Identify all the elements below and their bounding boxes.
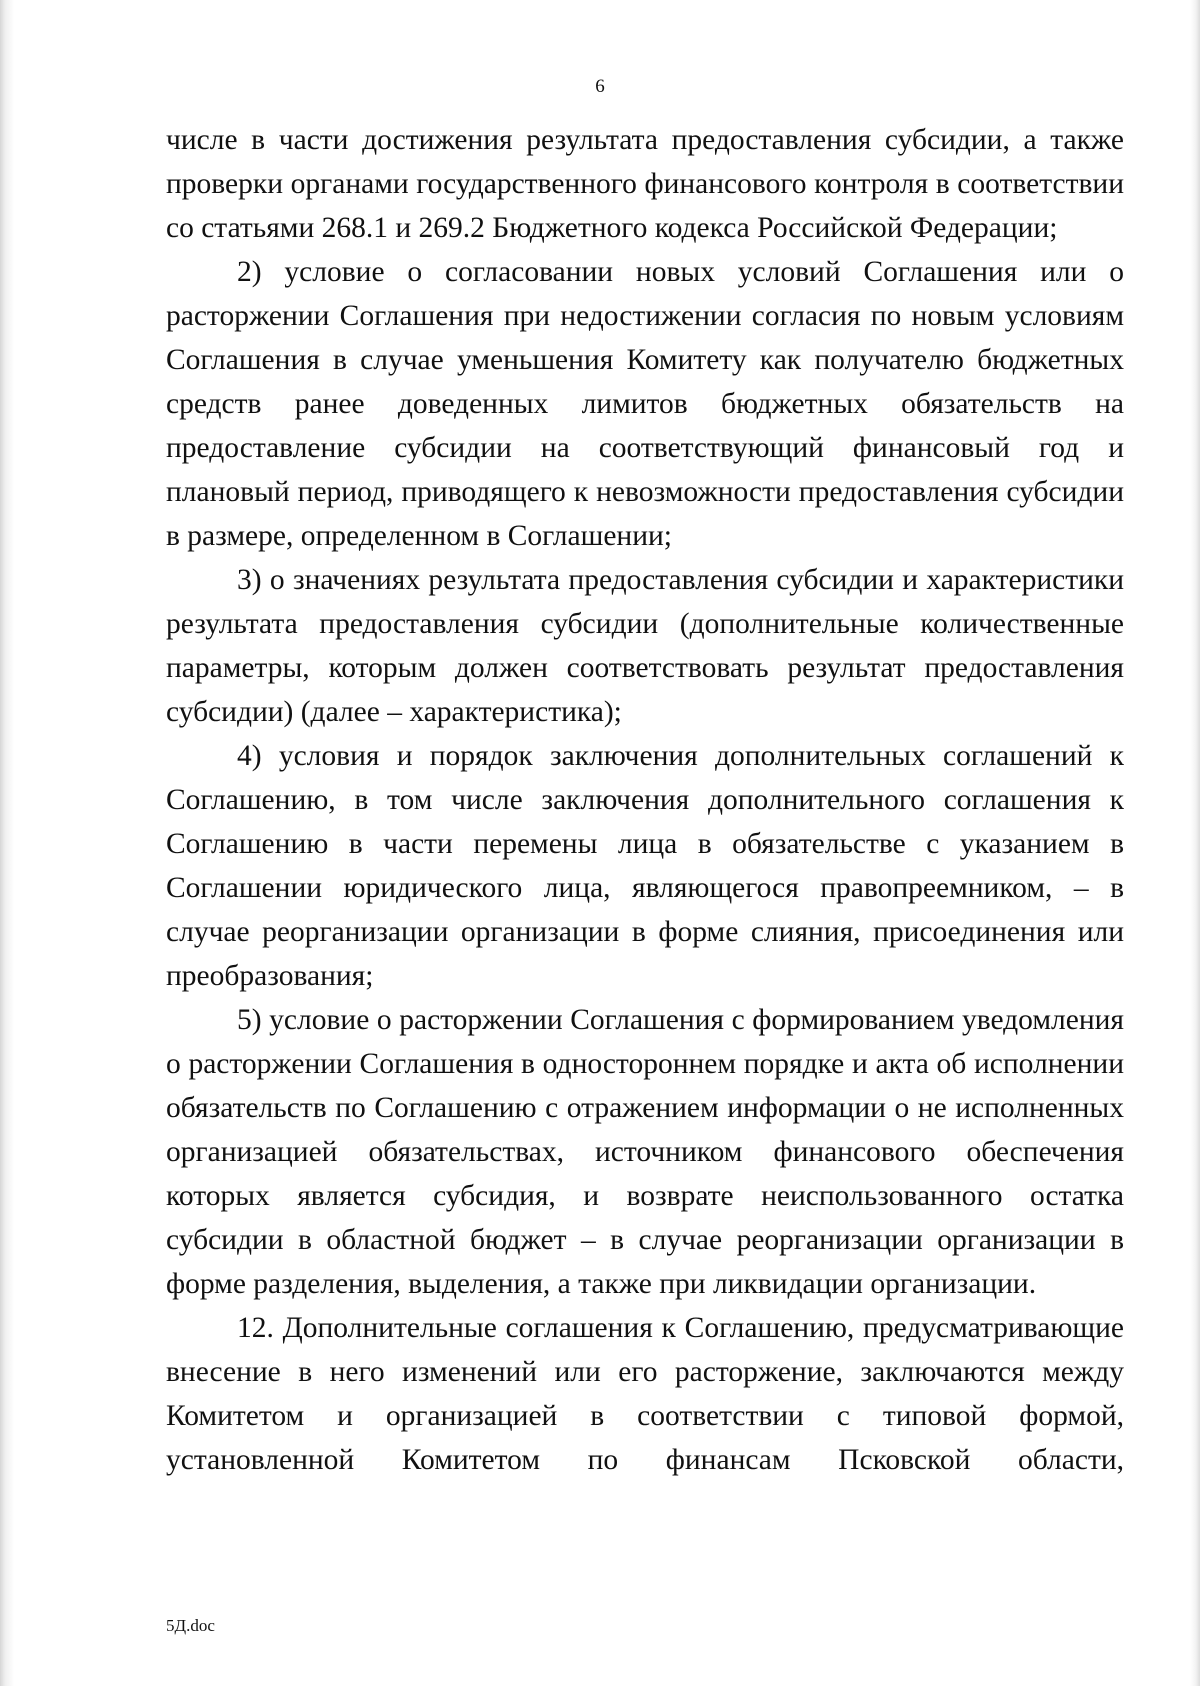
footer-filename: 5Д.doc	[166, 1616, 215, 1635]
paragraph-item-2: 2) условие о согласовании новых условий Соглашения или о расторжении Соглашения при недостижении согласия по новым условиям Соглашения в случае уменьшения Комитету как получателю бюджетных средств ранее доведенных лимитов бюджетных обязательств на предоставление субсидии на соответствующий финансовый год и плановый период, приводящего к невозможности предоставления субсидии в размере, определенном в Соглашении;	[166, 256, 1124, 552]
paragraph-item-4: 4) условия и порядок заключения дополнительных соглашений к Соглашению, в том числе заключения дополнительного соглашения к Соглашению в части перемены лица в обязательстве с указанием в Соглашении юридического лица, являющегося правопреемником, – в случае реорганизации организации в форме слияния, присоединения или преобразования;	[166, 740, 1124, 992]
scan-edge-left	[0, 0, 14, 1686]
paragraph-continuation: числе в части достижения результата предоставления субсидии, а также проверки органами государственного финансового контроля в соответствии со статьями 268.1 и 269.2 Бюджетного кодекса Российской Федерации;	[166, 124, 1124, 244]
scan-edge-right	[1190, 0, 1200, 1686]
paragraph-section-12: 12. Дополнительные соглашения к Соглашению, предусматривающие внесение в него изменений или его расторжение, заключаются между Комитетом и организацией в соответствии с типовой формой, установленной Комитетом по финансам Псковской области,	[166, 1312, 1124, 1476]
paragraph-item-5: 5) условие о расторжении Соглашения с формированием уведомления о расторжении Соглашения в одностороннем порядке и акта об исполнении обязательств по Соглашению с отражением информации о не исполненных организацией обязательствах, источником финансового обеспечения которых является субсидия, и возврате неиспользованного остатка субсидии в областной бюджет – в случае реорганизации организации в форме разделения, выделения, а также при ликвидации организации.	[166, 1004, 1124, 1300]
paragraph-item-3: 3) о значениях результата предоставления субсидии и характеристики результата предоставления субсидии (дополнительные количественные параметры, которым должен соответствовать результат предоставления субсидии) (далее – характеристика);	[166, 564, 1124, 728]
page-number: 6	[595, 76, 605, 97]
document-body	[166, 118, 1124, 1482]
